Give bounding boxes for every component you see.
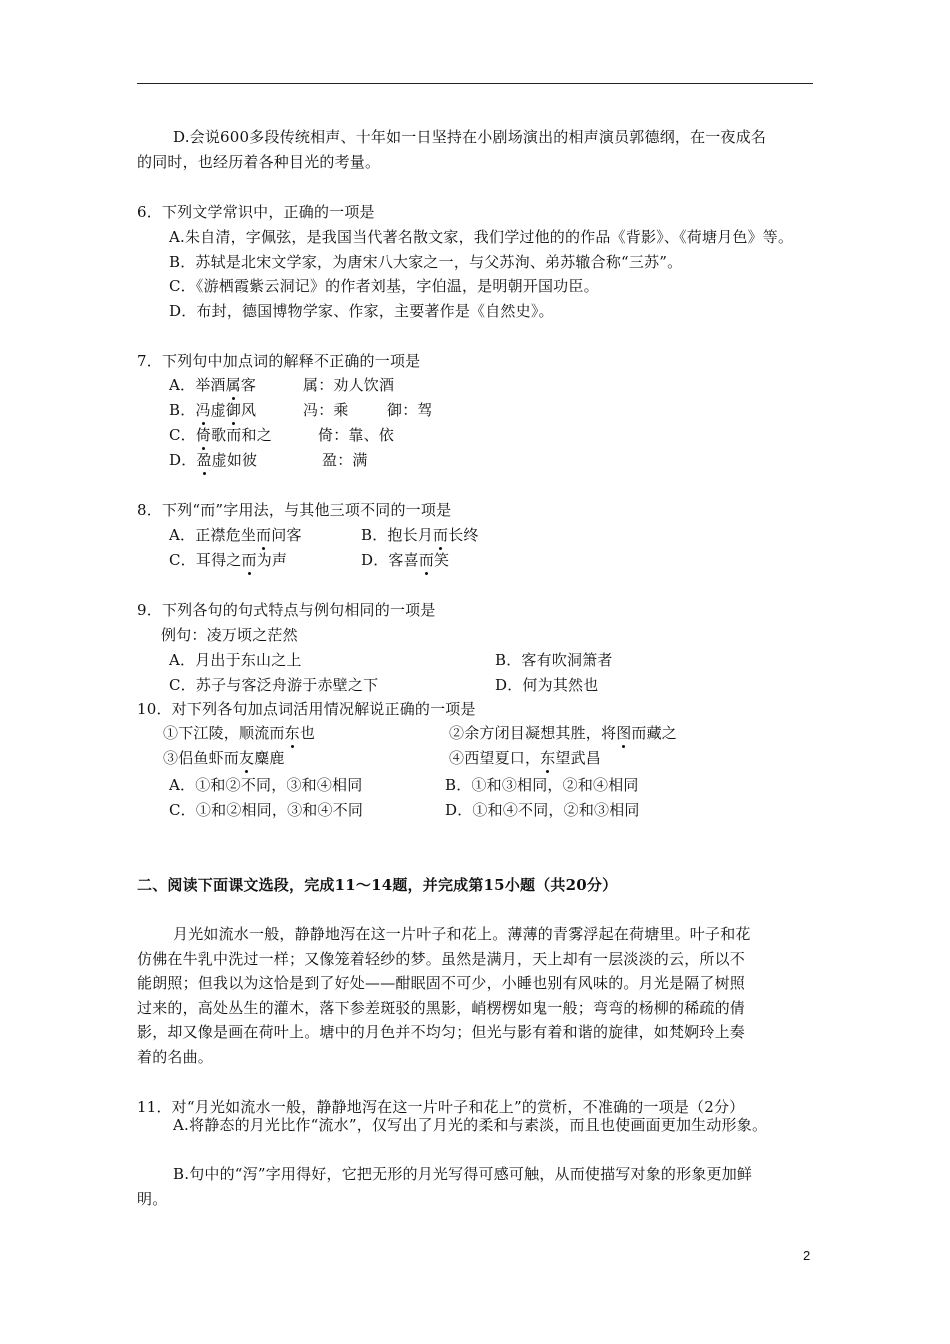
q9-option-a: A．月出于东山之上 — [169, 651, 302, 669]
q10-option-b: B．①和③相同，②和④相同 — [445, 776, 639, 794]
q10-sentence-2: ②余方闭目凝想其胜，将图而藏之 — [449, 724, 678, 742]
q8-option-d: D．客喜而笑 — [361, 551, 450, 569]
dotted-word: 冯 — [195, 401, 211, 419]
q9-option-c: C．苏子与客泛舟游于赤壁之下 — [169, 676, 379, 694]
q11-option-b-line1: B.句中的“泻”字用得好，它把无形的月光写得可感可触，从而使描写对象的形象更加鲜 — [173, 1165, 753, 1183]
passage-line-2: 仿佛在牛乳中洗过一样；又像笼着轻纱的梦。虽然是满月，天上却有一层淡淡的云，所以不 — [137, 950, 746, 968]
q6-option-a: A.朱自清，字佩弦，是我国当代著名散文家，我们学过他的的作品《背影》、《荷塘月色》等。 — [169, 228, 794, 246]
q8-option-b: B．抱长月而长终 — [361, 526, 479, 544]
passage-line-5: 影，却又像是画在荷叶上。塘中的月色并不均匀；但光与影有着和谐的旋律，如梵婀玲上奏 — [137, 1023, 746, 1041]
q7-option-d-gloss: 盈：满 — [322, 451, 368, 469]
q9-stem: 9．下列各句的句式特点与例句相同的一项是 — [137, 601, 436, 619]
q7-option-b-gloss2: 御：驾 — [387, 401, 433, 419]
q6-option-c: C．《游栖霞紫云洞记》的作者刘基，字伯温，是明朝开国功臣。 — [169, 277, 599, 295]
q10-sentence-1: ①下江陵，顺流而东也 — [163, 724, 316, 742]
q10-stem: 10．对下列各句加点词活用情况解说正确的一项是 — [137, 700, 476, 718]
q7-option-d: D．盈虚如彼 — [169, 451, 258, 469]
q8-stem: 8．下列“而”字用法，与其他三项不同的一项是 — [137, 501, 452, 519]
dotted-word: 而 — [256, 526, 272, 544]
dotted-word: 盈 — [196, 451, 212, 469]
q7-option-b: B．冯虚御风 — [169, 401, 257, 419]
dotted-word: 属 — [225, 376, 241, 394]
q5-option-d-line2: 的同时，也经历着各种目光的考量。 — [137, 153, 381, 171]
passage-line-4: 过来的，高处丛生的灌木，落下参差斑驳的黑影，峭楞楞如鬼一般；弯弯的杨柳的稀疏的倩 — [137, 999, 746, 1017]
passage-line-6: 着的名曲。 — [137, 1048, 214, 1066]
dotted-word: 东 — [284, 724, 300, 742]
q11-stem: 11．对“月光如流水一般，静静地泻在这一片叶子和花上”的赏析，不准确的一项是（2分） — [137, 1098, 745, 1116]
header-rule — [137, 83, 813, 84]
q7-option-b-gloss1: 冯：乘 — [303, 401, 349, 419]
q10-option-c: C．①和②相同，③和④不同 — [169, 801, 364, 819]
q7-stem: 7．下列句中加点词的解释不正确的一项是 — [137, 352, 421, 370]
q7-option-c-gloss: 倚：靠、依 — [318, 426, 395, 444]
q6-option-b: B．苏轼是北宋文学家，为唐宋八大家之一，与父苏洵、弟苏辙合称“三苏”。 — [169, 253, 683, 271]
q7-option-a-gloss: 属：劝人饮酒 — [303, 376, 395, 394]
q10-option-a: A．①和②不同，③和④相同 — [169, 776, 363, 794]
q6-option-d: D．布封，德国博物学家、作家，主要著作是《自然史》。 — [169, 302, 554, 320]
q11-option-a: A.将静态的月光比作“流水”，仅写出了月光的柔和与素淡，而且也使画面更加生动形象。 — [173, 1116, 768, 1134]
q8-option-a: A．正襟危坐而问客 — [169, 526, 302, 544]
dotted-word: 御 — [225, 401, 242, 419]
q6-stem: 6．下列文学常识中，正确的一项是 — [137, 203, 375, 221]
q9-option-d: D．何为其然也 — [495, 676, 599, 694]
q9-example: 例句：凌万顷之茫然 — [161, 626, 298, 644]
q9-option-b: B．客有吹洞箫者 — [495, 651, 613, 669]
passage-line-1: 月光如流水一般，静静地泻在这一片叶子和花上。薄薄的青雾浮起在荷塘里。叶子和花 — [173, 925, 751, 943]
passage-line-3: 能朗照；但我以为这恰是到了好处——酣眠固不可少，小睡也别有风味的。月光是隔了树照 — [137, 974, 746, 992]
dotted-word: 而 — [241, 551, 257, 569]
section-2-heading: 二、阅读下面课文选段，完成11～14题，并完成第15小题（共20分） — [137, 876, 618, 894]
dotted-word: 而 — [418, 551, 435, 569]
q7-option-c: C．倚歌而和之 — [169, 426, 272, 444]
q10-sentence-4: ④西望夏口，东望武昌 — [449, 749, 602, 767]
q8-option-c: C．耳得之而为声 — [169, 551, 288, 569]
dotted-word: 东 — [540, 749, 556, 767]
dotted-word: 友 — [239, 749, 255, 767]
page-number: 2 — [803, 1248, 811, 1263]
q5-option-d-line1: D.会说600多段传统相声、十年如一日坚持在小剧场演出的相声演员郭德纲，在一夜成名 — [173, 128, 767, 146]
q7-option-a: A．举酒属客 — [169, 376, 257, 394]
q10-option-d: D．①和④不同，②和③相同 — [445, 801, 640, 819]
dotted-word: 图 — [616, 724, 632, 742]
dotted-word: 而 — [433, 526, 449, 544]
q10-sentence-3: ③侣鱼虾而友麋鹿 — [163, 749, 285, 767]
dotted-word: 倚 — [195, 426, 212, 444]
q11-option-b-line2: 明。 — [137, 1190, 168, 1208]
